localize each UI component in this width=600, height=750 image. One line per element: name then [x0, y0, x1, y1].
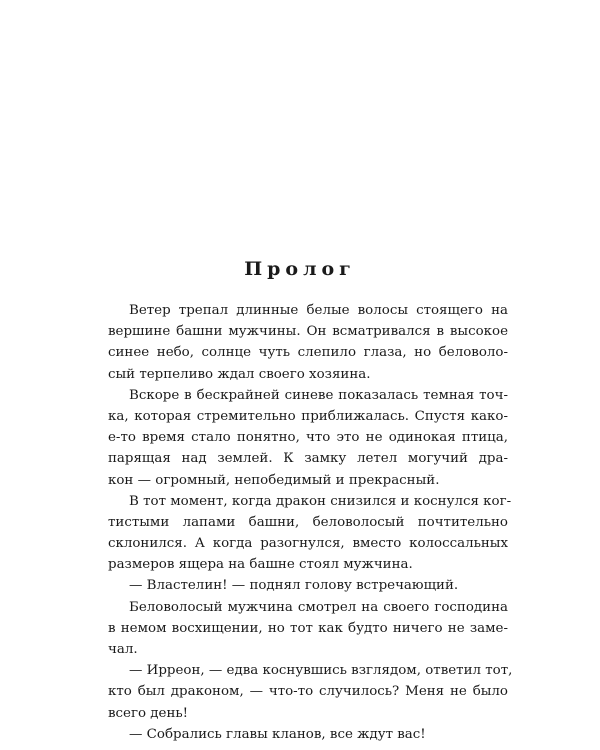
text-line: кон — огромный, непобедимый и прекрасный. [108, 472, 440, 488]
text-line: Вскоре в бескрайней синеве показалась темная точ- [129, 387, 508, 403]
paragraph [108, 491, 512, 576]
text-line: е-то время стало понятно, что это не одинокая птица, [108, 430, 508, 446]
text-line: сый терпеливо ждал своего хозяина. [108, 366, 371, 382]
text-line: В тот момент, когда дракон снизился и коснулся ког- [129, 493, 512, 509]
paragraph [108, 724, 508, 745]
text-line: кто был драконом, — что-то случилось? Меня не было [108, 684, 508, 700]
text-line: Ветер трепал длинные белые волосы стоящего на [129, 303, 508, 318]
text-line: Беловолосый мужчина смотрел на своего господина [129, 599, 508, 615]
paragraph [108, 300, 508, 385]
text-line: синее небо, солнце чуть слепило глаза, но беловоло- [108, 345, 508, 361]
chapter-title: Пролог [244, 258, 356, 280]
text-line: склонился. А когда разогнулся, вместо колоссальных [108, 536, 508, 552]
paragraph [108, 385, 508, 491]
paragraph [108, 660, 513, 724]
text-line: ка, которая стремительно приближалась. Спустя како- [108, 408, 508, 424]
text-line: в немом восхищении, но тот как будто ничего не заме- [108, 620, 508, 636]
text-line: парящая над землей. К замку летел могучий дра- [108, 451, 508, 467]
text-line: чал. [108, 642, 138, 657]
text-line: — Ирреон, — едва коснувшись взглядом, ответил тот, [129, 663, 513, 679]
text-line: — Властелин! — поднял голову встречающий. [129, 578, 459, 594]
body-text [108, 300, 513, 745]
text-line: вершине башни мужчины. Он всматривался в высокое [108, 324, 508, 340]
text-line: тистыми лапами башни, беловолосый почтительно [108, 514, 508, 530]
text-line: — Собрались главы кланов, все ждут вас! [129, 726, 426, 742]
text-line: размеров ящера на башне стоял мужчина. [108, 557, 413, 573]
paragraph [108, 575, 508, 596]
paragraph [108, 597, 508, 661]
text-line: всего день! [108, 705, 189, 721]
